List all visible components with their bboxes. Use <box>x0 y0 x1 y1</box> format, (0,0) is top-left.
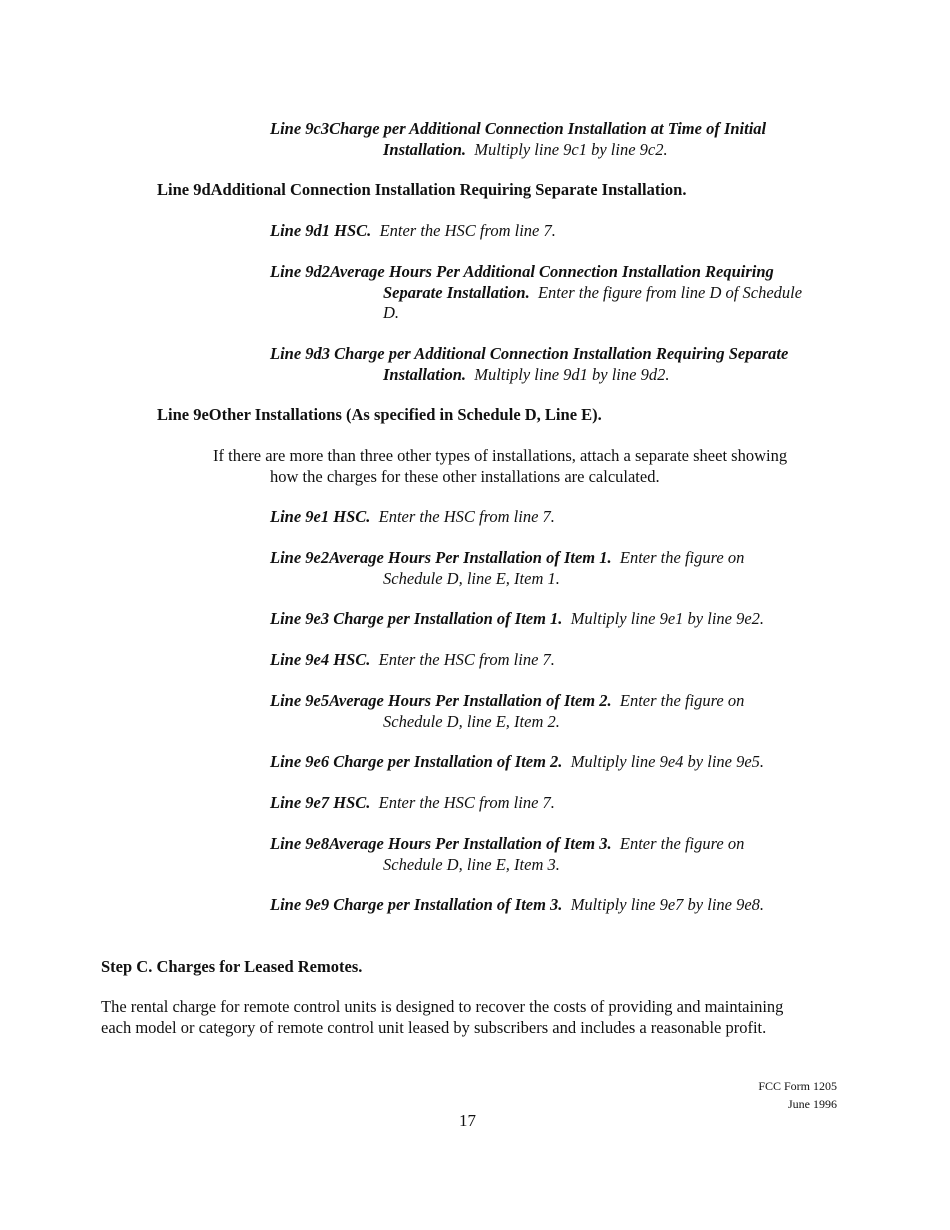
step-c-paragraph <box>101 997 861 1038</box>
line-9e1-instruction: Enter the HSC from line 7. <box>378 507 555 526</box>
line-9d1 <box>270 221 870 242</box>
line-9d1-instruction: Enter the HSC from line 7. <box>379 221 556 240</box>
line-9d2-instruction: Enter the figure from line D of Schedule <box>537 282 803 302</box>
line-9d2-label: Line 9d2Average Hours Per Additional Connection Installation Requiring <box>270 262 774 281</box>
line-9e2-instruction: Enter the figure on <box>619 548 745 567</box>
line-9d1-label: Line 9d1 HSC. <box>270 221 372 240</box>
line-9d2-instruction-cont: D. <box>383 303 400 322</box>
line-9e4-instruction: Enter the HSC from line 7. <box>378 650 555 669</box>
line-9d3-label: Line 9d3 Charge per Additional Connection Installation Requiring Separate <box>270 344 789 363</box>
line-9e7-instruction: Enter the HSC from line 7. <box>378 793 555 812</box>
line-9e3-instruction: Multiply line 9e1 by line 9e2. <box>570 609 765 628</box>
line-9e5 <box>270 691 870 732</box>
line-9d3 <box>270 344 870 385</box>
paragraph-9e-line2: how the charges for these other installations are calculated. <box>270 466 660 486</box>
line-9e8-label: Line 9e8Average Hours Per Installation of Item 3. <box>270 834 612 853</box>
page-number: 17 <box>459 1111 476 1130</box>
line-9d3-label-cont: Installation. <box>383 364 466 384</box>
line-9e2-instruction-cont: Schedule D, line E, Item 1. <box>383 568 560 588</box>
line-9e8-instruction: Enter the figure on <box>619 834 745 853</box>
line-9d2-label-cont: Separate Installation. <box>383 282 530 302</box>
line-9c3-label-cont: Installation. <box>383 139 466 159</box>
line-9e7-label: Line 9e7 HSC. <box>270 793 371 812</box>
step-c-paragraph-line2: each model or category of remote control unit leased by subscribers and includes a reasonable profit. <box>101 1017 767 1037</box>
heading-9d: Line 9dAdditional Connection Installation Requiring Separate Installation. <box>157 180 687 199</box>
line-9e2-label: Line 9e2Average Hours Per Installation of Item 1. <box>270 548 612 567</box>
line-9e1 <box>270 507 870 528</box>
line-9e5-instruction-cont: Schedule D, line E, Item 2. <box>383 711 560 731</box>
line-9c3 <box>270 119 870 160</box>
line-9e9-label: Line 9e9 Charge per Installation of Item 3. <box>270 895 563 914</box>
line-9e8-instruction-cont: Schedule D, line E, Item 3. <box>383 854 560 874</box>
line-9e6-instruction: Multiply line 9e4 by line 9e5. <box>570 752 765 771</box>
step-c-heading: Step C. Charges for Leased Remotes. <box>101 957 363 976</box>
line-9e5-instruction: Enter the figure on <box>619 691 745 710</box>
line-9e4-label: Line 9e4 HSC. <box>270 650 371 669</box>
line-9e3 <box>270 609 870 630</box>
line-9e6-label: Line 9e6 Charge per Installation of Item 2. <box>270 752 563 771</box>
step-c-paragraph-line1: The rental charge for remote control units is designed to recover the costs of providing and maintaining <box>101 997 784 1016</box>
line-9c3-label: Line 9c3Charge per Additional Connection Installation at Time of Initial <box>270 119 767 138</box>
line-9d3-instruction: Multiply line 9d1 by line 9d2. <box>474 364 670 384</box>
line-9e9 <box>270 895 870 916</box>
footer-form-info <box>758 1077 837 1113</box>
line-9c3-instruction: Multiply line 9c1 by line 9c2. <box>474 139 668 159</box>
line-9e5-label: Line 9e5Average Hours Per Installation of Item 2. <box>270 691 612 710</box>
line-9e4 <box>270 650 870 671</box>
footer-form-date: June 1996 <box>788 1097 837 1111</box>
line-9d2 <box>270 262 870 324</box>
line-9e9-instruction: Multiply line 9e7 by line 9e8. <box>570 895 765 914</box>
heading-9e: Line 9eOther Installations (As specified in Schedule D, Line E). <box>157 405 602 424</box>
footer-form-name: FCC Form 1205 <box>758 1079 837 1093</box>
line-9e7 <box>270 793 870 814</box>
line-9e1-label: Line 9e1 HSC. <box>270 507 371 526</box>
line-9e8 <box>270 834 870 875</box>
line-9e6 <box>270 752 870 773</box>
paragraph-9e <box>213 446 853 487</box>
paragraph-9e-line1: If there are more than three other types of installations, attach a separate sheet showing <box>213 446 788 465</box>
line-9e2 <box>270 548 870 589</box>
line-9e3-label: Line 9e3 Charge per Installation of Item 1. <box>270 609 563 628</box>
